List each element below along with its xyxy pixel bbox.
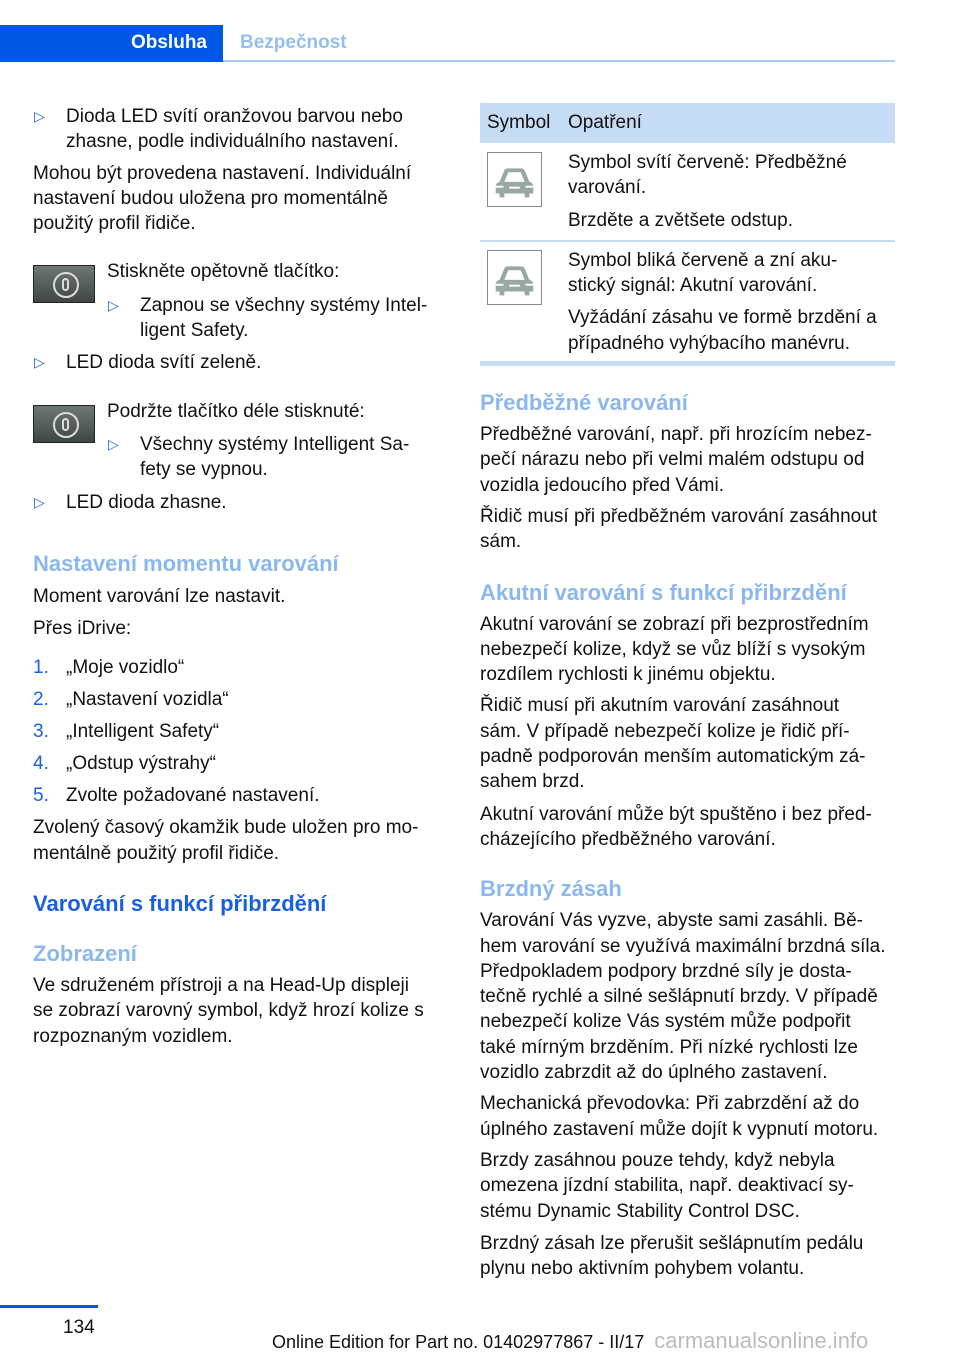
- footer-rule: [0, 1305, 98, 1308]
- bullet-item: [33, 104, 458, 155]
- tab-label: Bezpečnost: [240, 32, 347, 53]
- tab-label: Obsluha: [130, 32, 207, 53]
- paragraph: Akutní varování může být spuštěno i bez před- cházejícího předběžného varování.: [480, 803, 872, 850]
- paragraph: Mechanická převodovka: Při zabrzdění až do úplného zastavení může dojít k vypnutí motoru.: [480, 1093, 879, 1140]
- paragraph: Stiskněte opětovně tlačítko:: [107, 261, 340, 283]
- press-instruction: [33, 259, 458, 343]
- right-column: [480, 103, 895, 1281]
- list-item: [33, 751, 458, 783]
- table-cell: Symbol bliká červeně a zní aku- stický signál: Akutní varování.: [568, 249, 838, 297]
- tab-obsluha[interactable]: [0, 25, 223, 62]
- car-front-icon: [487, 152, 542, 207]
- section-heading: Zobrazení: [33, 941, 137, 967]
- table-cell: Vyžádání zásahu ve formě brzdění a případného vyhýbacího manévru.: [568, 307, 877, 354]
- bullet-icon: ▷: [108, 296, 119, 313]
- bullet-icon: ▷: [34, 108, 45, 124]
- step-text: Zvolte požadované nastavení.: [66, 785, 320, 807]
- step-number: 1.: [33, 657, 49, 679]
- bullet-item: [107, 293, 427, 344]
- step-text: „Moje vozidlo“: [66, 657, 185, 679]
- paragraph: Brzdy zasáhnou pouze tehdy, když nebyla omezena jízdní stabilita, např. deaktivací sy- stému Dynamic Stability Control DSC.: [480, 1149, 854, 1222]
- paragraph: Všechny systémy Intelligent Sa- fety se vypnou.: [140, 433, 410, 481]
- watermark: carmanualsonline.info: [654, 1328, 869, 1353]
- section-heading: Nastavení momentu varování: [33, 550, 339, 576]
- car-front-icon: [487, 250, 542, 305]
- bullet-item: [33, 350, 458, 375]
- paragraph: Akutní varování se zobrazí při bezprostředním nebezpečí kolize, když se vůz blíží s vysokým rozdílem rychlosti k jinému objektu.: [480, 613, 869, 686]
- page-number: 134: [63, 1317, 95, 1338]
- edition-note: Online Edition for Part no. 01402977867 - II/17: [272, 1332, 645, 1352]
- paragraph: Přes iDrive:: [33, 618, 132, 640]
- paragraph: Zvolený časový okamžik bude uložen pro mo- mentálně použitý profil řidiče.: [33, 817, 419, 864]
- hold-instruction: [33, 399, 458, 483]
- section-heading: Brzdný zásah: [480, 876, 622, 902]
- left-column: [33, 104, 458, 1049]
- step-text: „Odstup výstrahy“: [66, 753, 216, 775]
- bullet-item: [33, 490, 458, 515]
- column-header: Symbol: [487, 112, 551, 134]
- list-item: [33, 687, 458, 719]
- list-item: [33, 783, 458, 815]
- paragraph: Předběžné varování, např. při hrozícím nebez- pečí nárazu nebo při velmi malém odstupu od vozidla jedoucího před Vámi.: [480, 424, 872, 496]
- paragraph: Dioda LED svítí oranžovou barvou nebo zhasne, podle individuálního nastavení.: [66, 106, 403, 153]
- tab-bezpecnost[interactable]: [223, 25, 895, 62]
- table-cell: Brzděte a zvětšete odstup.: [568, 209, 793, 231]
- intelligent-safety-button-icon: [33, 265, 95, 303]
- idrive-steps-list: [33, 655, 458, 815]
- table-cell: Symbol svítí červeně: Předběžné varování.: [568, 152, 847, 199]
- footer: [272, 1328, 868, 1355]
- paragraph: Řidič musí při předběžném varování zasáhnout sám.: [480, 505, 878, 553]
- step-text: „Intelligent Safety“: [66, 721, 220, 743]
- bullet-item: [107, 432, 409, 483]
- list-item: [33, 719, 458, 751]
- paragraph: LED dioda zhasne.: [66, 491, 227, 513]
- table-bottom-border: [480, 361, 895, 366]
- paragraph: Moment varování lze nastavit.: [33, 585, 286, 607]
- section-heading: Akutní varování s funkcí přibrzdění: [480, 579, 847, 605]
- bullet-icon: ▷: [108, 435, 119, 452]
- step-number: 5.: [33, 785, 49, 807]
- paragraph: LED dioda svítí zeleně.: [66, 352, 262, 374]
- section-heading: Varování s funkcí přibrzdění: [33, 891, 327, 917]
- bullet-icon: ▷: [34, 354, 45, 371]
- step-text: „Nastavení vozidla“: [66, 689, 229, 711]
- paragraph: Podržte tlačítko déle stisknuté:: [107, 400, 365, 422]
- bullet-icon: ▷: [34, 493, 45, 510]
- paragraph: Ve sdruženém přístroji a na Head-Up displeji se zobrazí varovný symbol, když hrozí kolize s rozpoznaným vozidlem.: [33, 975, 424, 1047]
- paragraph: Varování Vás vyzve, abyste sami zasáhli. Bě- hem varování se využívá maximální brzdná síla. Předpokladem podpory brzdné síly je dosta- tečně rychlé a silné sešlápnutí brzdy. V případě nebezpečí kolize Vás systém může podpořit také mírným brzděním. Při nízké rychlosti lze vozidlo zabrzdit až do úplného zastavení.: [480, 910, 886, 1084]
- list-item: [33, 655, 458, 687]
- table-header: [480, 103, 895, 143]
- step-number: 2.: [33, 689, 49, 711]
- intelligent-safety-button-icon: [33, 405, 95, 443]
- paragraph: Brzdný zásah lze přerušit sešlápnutím pedálu plynu nebo aktivním pohybem volantu.: [480, 1232, 864, 1280]
- step-number: 3.: [33, 721, 49, 743]
- table-row: [480, 242, 895, 361]
- section-heading: Předběžné varování: [480, 390, 688, 416]
- table-row: [480, 143, 895, 240]
- paragraph: Zapnou se všechny systémy Intel- ligent Safety.: [140, 294, 428, 342]
- column-header: Opatření: [568, 112, 642, 134]
- paragraph: Řidič musí při akutním varování zasáhnout sám. V případě nebezpečí kolize je řidič pří- padně podporován menším automatickým zá- sahem brzd.: [480, 695, 866, 793]
- step-number: 4.: [33, 753, 49, 775]
- paragraph: Mohou být provedena nastavení. Individuální nastavení budou uložena pro momentálně použitý profil řidiče.: [33, 162, 412, 235]
